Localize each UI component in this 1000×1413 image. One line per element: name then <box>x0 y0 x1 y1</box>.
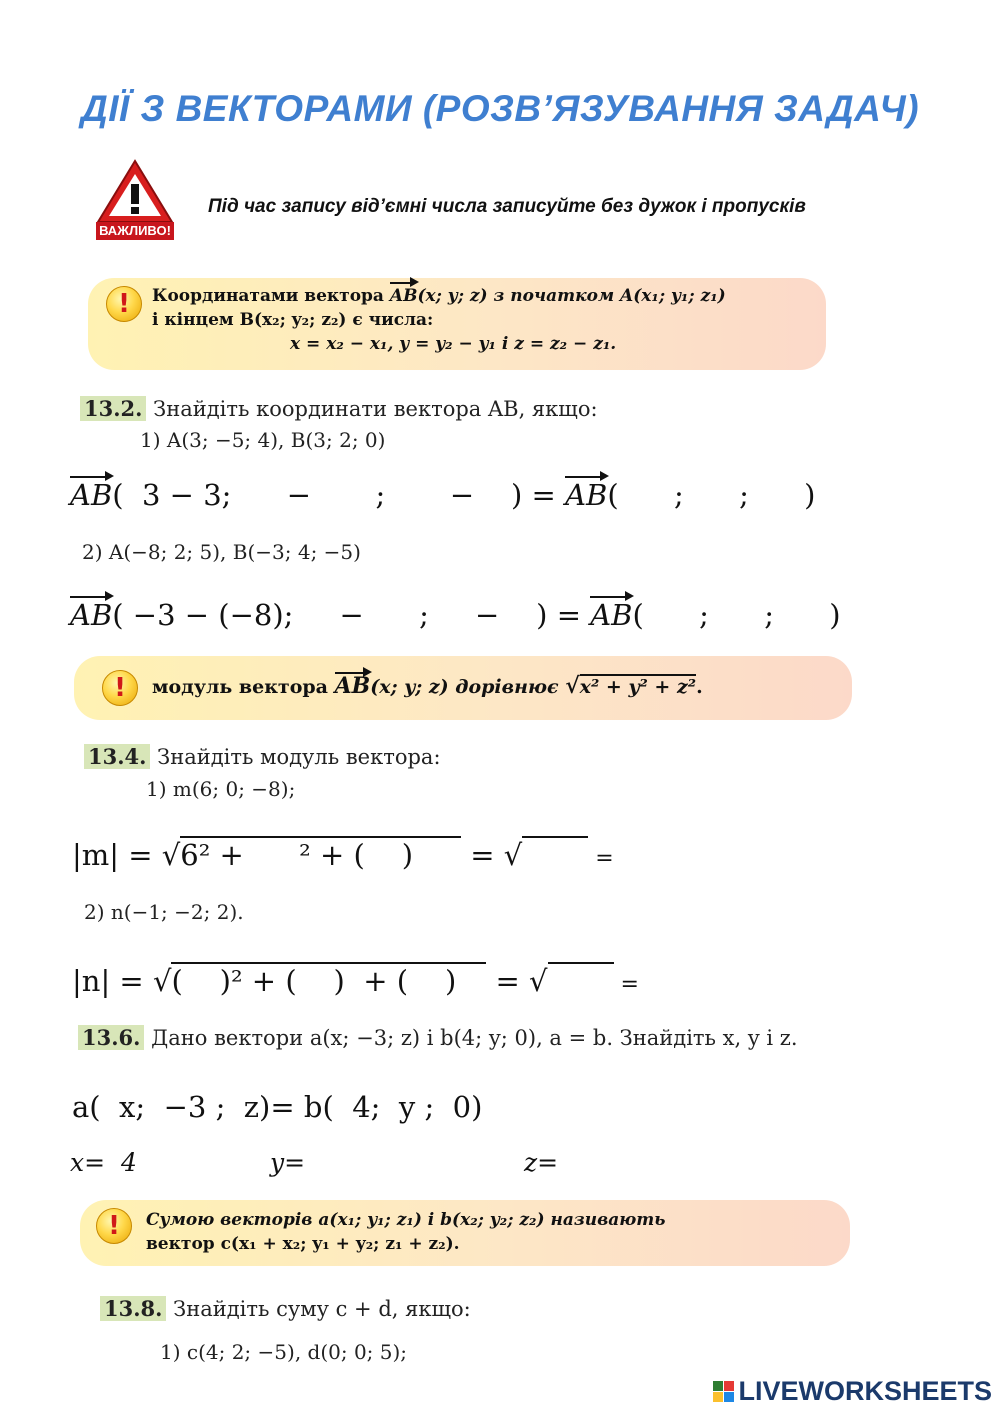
task-number: 13.6. <box>78 1025 144 1050</box>
task-13-8-header <box>100 1296 471 1321</box>
task-13-4-sub1: 1) m(6; 0; −8); <box>146 777 296 801</box>
rule-box-vector-sum <box>80 1200 850 1266</box>
page-title: ДІЇ З ВЕКТОРАМИ (РОЗВ’ЯЗУВАННЯ ЗАДАЧ) <box>80 88 920 129</box>
exclamation-icon: ! <box>102 670 138 706</box>
rule-box-modulus: ! модуль вектора AB(x; y; z) дорівнює √x² + y² + z². <box>74 656 852 720</box>
rule-box-coordinates <box>88 278 826 370</box>
task-13-6-equation: a( x; −3 ; z)= b( 4; y ; 0) <box>72 1090 483 1124</box>
rule3-line2: вектор c(x₁ + x₂; y₁ + y₂; z₁ + z₂). <box>146 1234 460 1254</box>
z-answer[interactable]: z= <box>524 1148 559 1177</box>
y-answer[interactable]: y= <box>270 1148 306 1177</box>
task-number: 13.8. <box>100 1296 166 1321</box>
task-13-8-sub1: 1) c(4; 2; −5), d(0; 0; 5); <box>160 1340 408 1364</box>
task-text: Дано вектори a(x; −3; z) і b(4; y; 0), a = b. Знайдіть x, y і z. <box>151 1026 798 1050</box>
warning-badge-label: ВАЖЛИВО! <box>99 223 171 238</box>
task-text: Знайдіть координати вектора AB, якщо: <box>153 397 598 421</box>
x-answer[interactable]: x= 4 <box>70 1148 137 1177</box>
liveworksheets-logo: LIVEWORKSHEETS <box>713 1376 992 1407</box>
exclamation-icon: ! <box>106 286 142 322</box>
logo-icon <box>713 1381 734 1402</box>
task-13-4-equation-1: |m| = √6² + ² + ( ) = √ = <box>72 838 614 872</box>
rule1-line3: x = x₂ − x₁, y = y₂ − y₁ і z = z₂ − z₁. <box>290 334 617 354</box>
warning-sign <box>94 158 176 242</box>
task-13-2-sub2: 2) A(−8; 2; 5), B(−3; 4; −5) <box>82 540 361 564</box>
exclamation-icon: ! <box>96 1208 132 1244</box>
task-number: 13.4. <box>84 744 150 769</box>
task-number: 13.2. <box>80 396 146 421</box>
task-13-4-header <box>84 744 441 769</box>
rule1-line2: і кінцем B(x₂; y₂; z₂) є числа: <box>152 310 434 330</box>
task-13-2-header <box>80 396 598 421</box>
task-text: Знайдіть модуль вектора: <box>157 745 441 769</box>
task-13-4-sub2: 2) n(−1; −2; 2). <box>84 900 244 924</box>
task-13-2-sub1: 1) A(3; −5; 4), B(3; 2; 0) <box>140 428 386 452</box>
rule1-line1: Координатами вектора AB(x; y; z) з початком A(x₁; y₁; z₁) <box>152 286 726 306</box>
task-13-2-equation-1: AB( 3 − 3; − ; − ) = AB( ; ; ) <box>70 478 816 512</box>
task-13-2-equation-2: AB( −3 − (−8); − ; − ) = AB( ; ; ) <box>70 598 841 632</box>
task-13-6-header <box>78 1025 798 1050</box>
task-13-4-equation-2: |n| = √( )² + ( ) + ( ) = √ = <box>72 964 639 998</box>
rule3-line1: Сумою векторів a(x₁; y₁; z₁) і b(x₂; y₂; z₂) називають <box>146 1210 666 1230</box>
task-text: Знайдіть суму c + d, якщо: <box>173 1297 471 1321</box>
warning-note: Під час запису від’ємні числа записуйте без дужок і пропусків <box>208 196 806 217</box>
